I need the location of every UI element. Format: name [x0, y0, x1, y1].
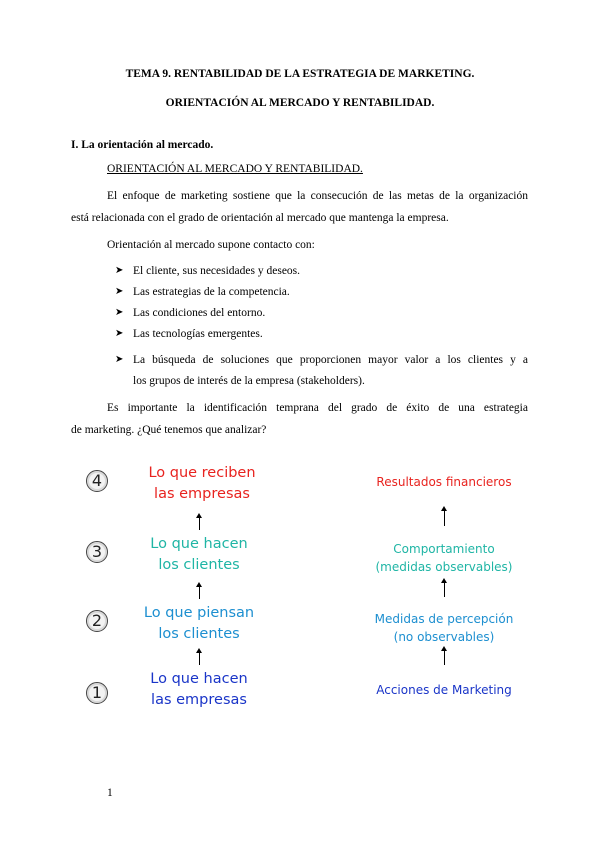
level-2-left-label: Lo que piensan los clientes: [143, 605, 255, 642]
paragraph-1-line-2: está relacionada con el grado de orientación al mercado que mantenga la empresa.: [71, 212, 449, 224]
level-3-left-label: Lo que hacen los clientes: [150, 536, 248, 573]
section-subheading: ORIENTACIÓN AL MERCADO Y RENTABILIDAD.: [107, 163, 363, 175]
section-heading: I. La orientación al mercado.: [71, 139, 214, 151]
level-1-right-label: Acciones de Marketing: [376, 683, 512, 697]
level-number-badge: 3: [86, 541, 108, 563]
level-number-badge: 4: [86, 470, 108, 492]
up-arrow-icon: [444, 582, 445, 597]
level-number-badge: 1: [86, 682, 108, 704]
level-2-right-label: Medidas de percepción (no observables): [374, 612, 514, 644]
bullet-item: ➤ La búsqueda de soluciones que proporcionen mayor valor a los clientes y a: [133, 350, 528, 370]
bullet-item-continuation: los grupos de interés de la empresa (stakeholders).: [133, 375, 365, 387]
bullet-item: ➤ Las tecnologías emergentes.: [133, 324, 263, 344]
bullet-item: ➤ Las estrategias de la competencia.: [133, 282, 290, 302]
arrow-bullet-icon: ➤: [115, 328, 124, 339]
up-arrow-icon: [199, 586, 200, 599]
arrow-bullet-icon: ➤: [115, 354, 124, 365]
document-title-line1: TEMA 9. RENTABILIDAD DE LA ESTRATEGIA DE MARKETING.: [125, 68, 475, 80]
level-4-right-label: Resultados financieros: [376, 475, 512, 489]
up-arrow-icon: [444, 650, 445, 665]
up-arrow-icon: [199, 517, 200, 530]
page-number: 1: [107, 787, 113, 799]
paragraph-2: Orientación al mercado supone contacto con:: [107, 239, 315, 251]
arrow-bullet-icon: ➤: [115, 265, 124, 276]
level-1-left-label: Lo que hacen las empresas: [150, 671, 248, 708]
level-3-right-label: Comportamiento (medidas observables): [375, 542, 513, 574]
level-4-left-label: Lo que reciben las empresas: [148, 465, 256, 502]
paragraph-3-line-2: de marketing. ¿Qué tenemos que analizar?: [71, 424, 267, 436]
level-number-badge: 2: [86, 610, 108, 632]
arrow-bullet-icon: ➤: [115, 307, 124, 318]
paragraph-3-line-1: Es importante la identificación temprana del grado de éxito de una estrategia: [107, 402, 528, 414]
bullet-item: ➤ El cliente, sus necesidades y deseos.: [133, 261, 300, 281]
up-arrow-icon: [444, 510, 445, 526]
arrow-bullet-icon: ➤: [115, 286, 124, 297]
bullet-item: ➤ Las condiciones del entorno.: [133, 303, 265, 323]
document-title-line2: ORIENTACIÓN AL MERCADO Y RENTABILIDAD.: [165, 97, 435, 109]
up-arrow-icon: [199, 652, 200, 665]
paragraph-1-line-1: El enfoque de marketing sostiene que la consecución de las metas de la organización: [107, 190, 528, 202]
